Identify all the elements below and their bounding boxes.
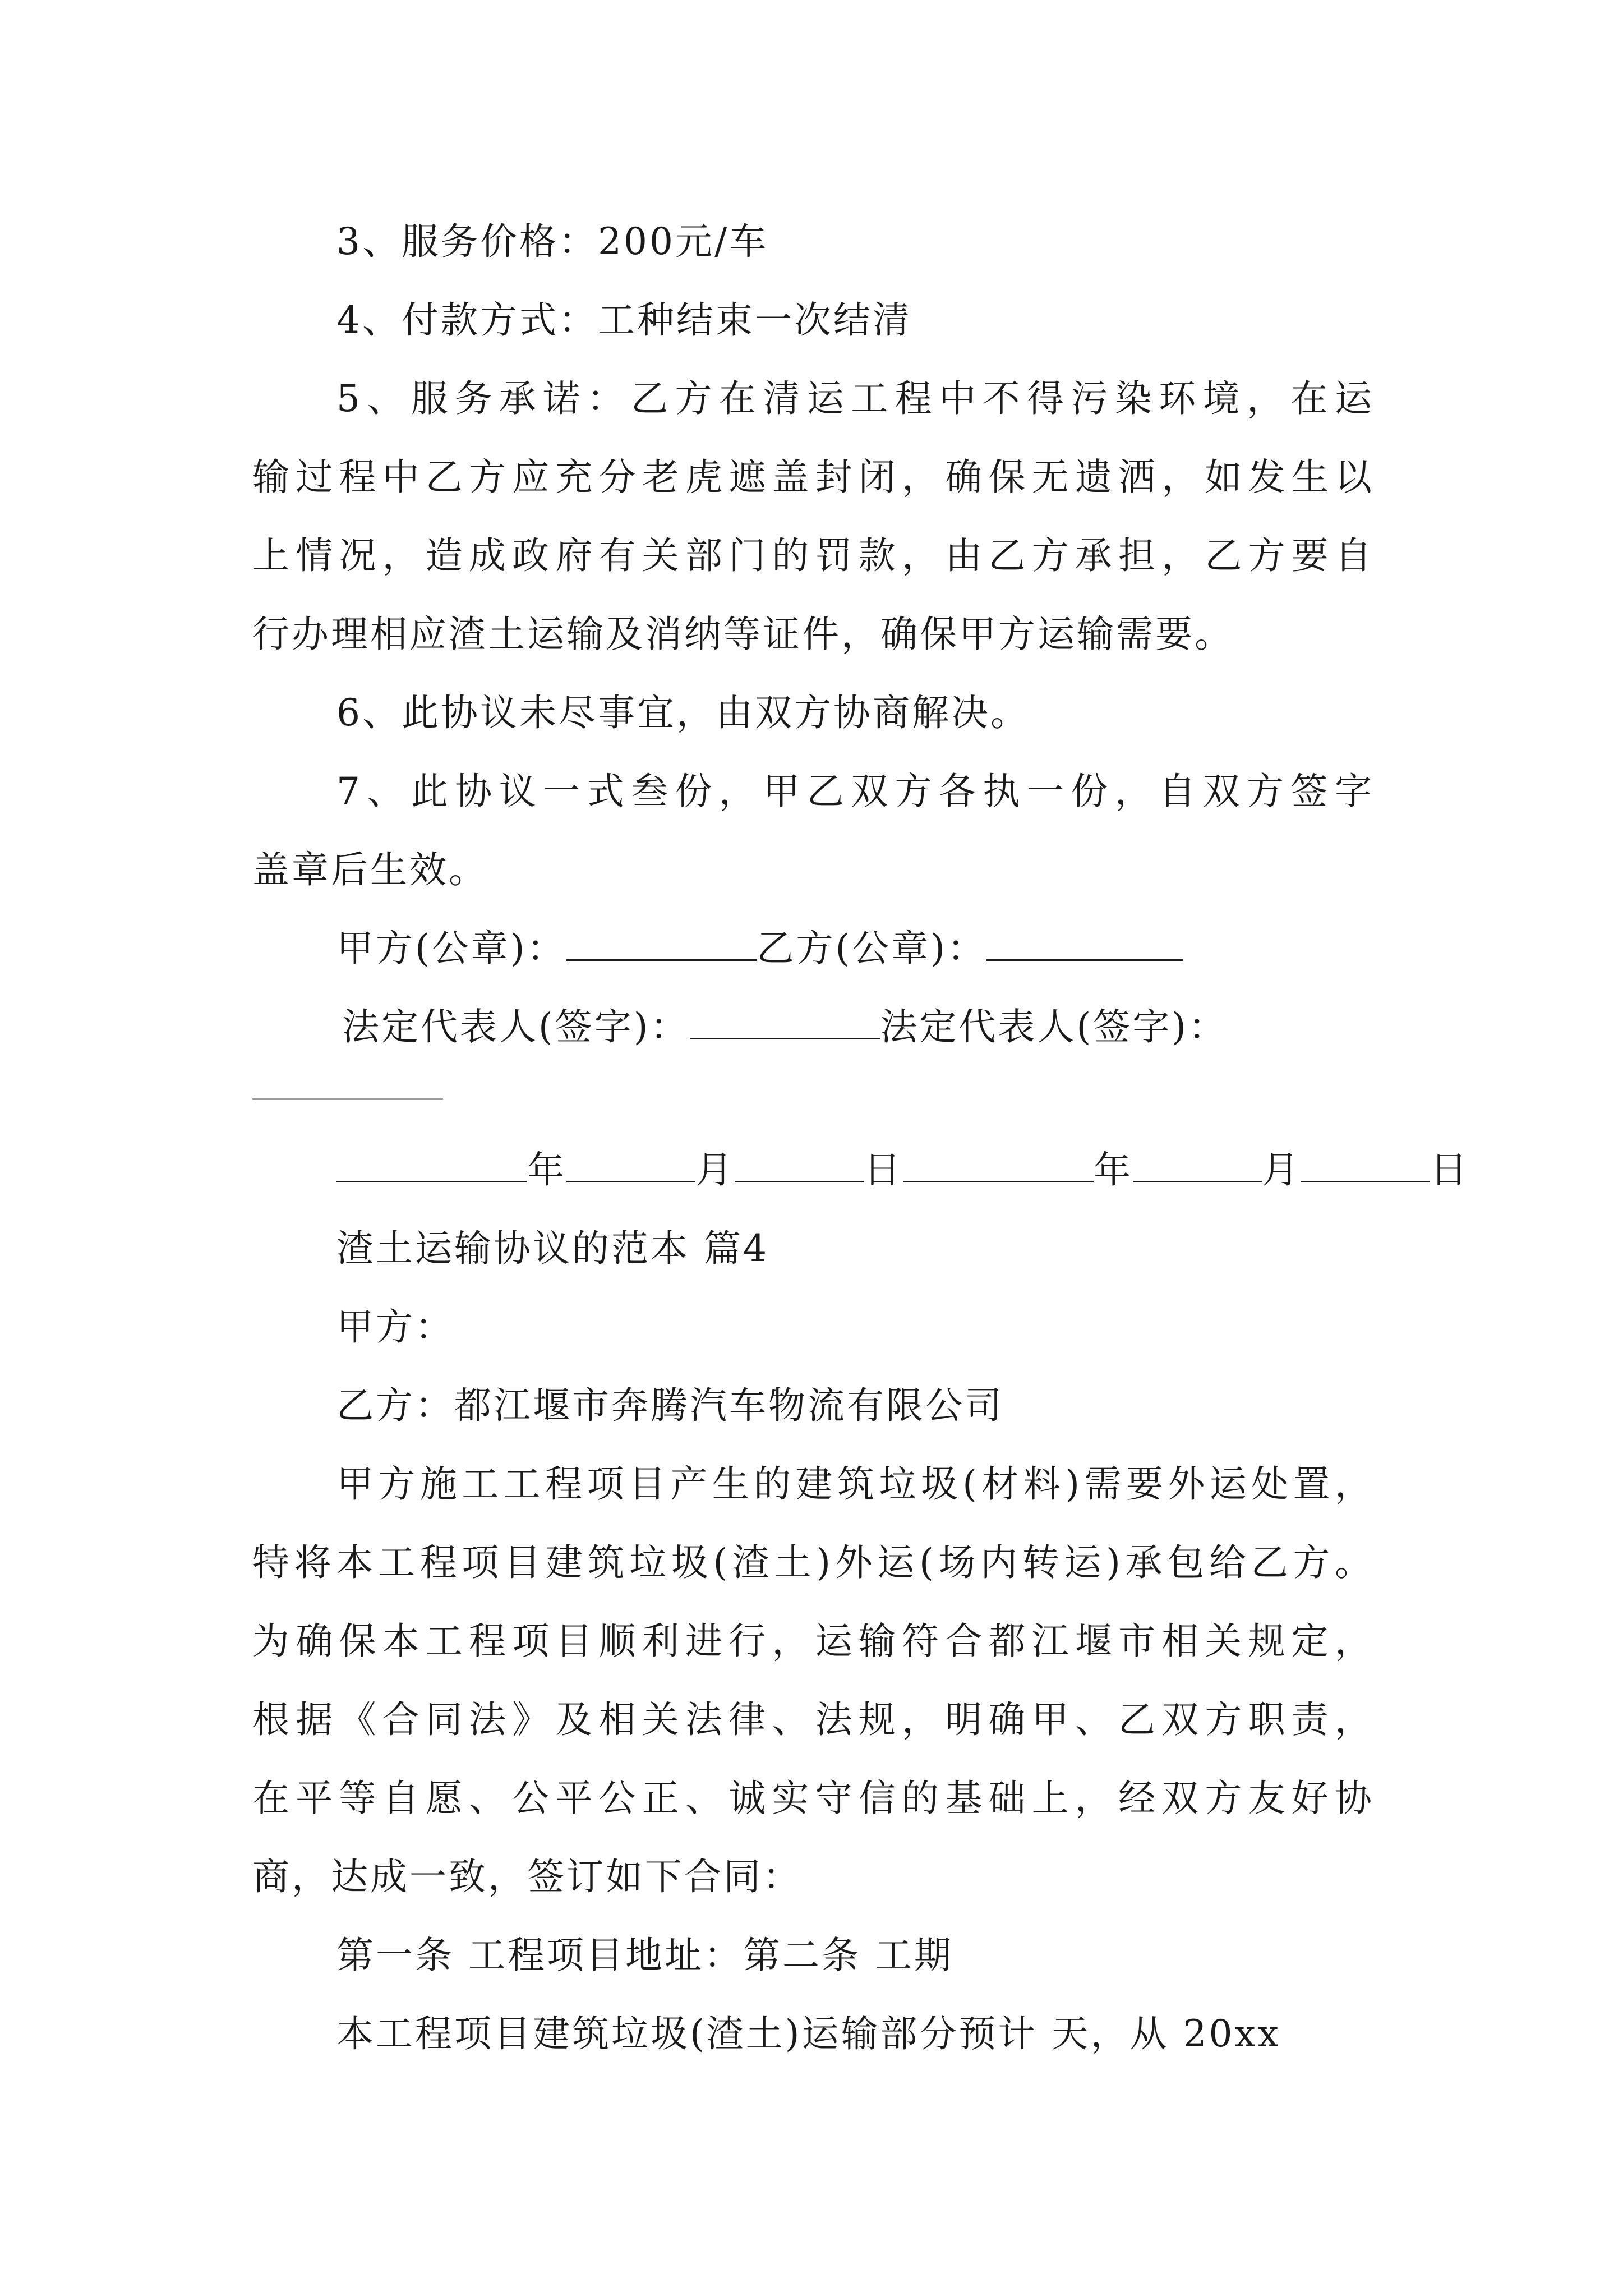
copies-clause-line-1: 7、此协议一式叁份，甲乙双方各执一份，自双方签字	[336, 770, 1374, 813]
payment-clause: 4、付款方式：工种结束一次结清	[336, 298, 912, 342]
party-a-seal-blank	[566, 927, 757, 961]
party-b-month-blank	[1133, 1148, 1262, 1182]
section-4-body-line-4: 根据《合同法》及相关法律、法规，明确甲、乙双方职责，	[252, 1698, 1374, 1741]
section-4-party-b: 乙方：都江堰市奔腾汽车物流有限公司	[336, 1384, 1004, 1427]
party-b-seal-blank	[986, 927, 1183, 961]
party-a-representative-label: 法定代表人(签字)：	[342, 1005, 690, 1048]
party-b-year-label: 年	[1094, 1148, 1133, 1191]
section-4-articles: 第一条 工程项目地址：第二条 工期	[336, 1934, 953, 1977]
party-a-day-label: 日	[864, 1148, 903, 1191]
party-b-month-label: 月	[1262, 1148, 1301, 1191]
price-clause: 3、服务价格：200元/车	[336, 220, 769, 263]
party-a-representative-blank	[690, 1005, 880, 1039]
section-4-party-a: 甲方：	[336, 1305, 454, 1349]
service-commitment-line-3: 上情况，造成政府有关部门的罚款，由乙方承担，乙方要自	[252, 534, 1374, 577]
service-commitment-line-1: 5、服务承诺：乙方在清运工程中不得污染环境，在运	[336, 377, 1374, 420]
date-line	[336, 1144, 1469, 1196]
section-4-body-line-3: 为确保本工程项目顺利进行，运输符合都江堰市相关规定，	[252, 1619, 1374, 1663]
service-commitment-line-4: 行办理相应渣土运输及消纳等证件，确保甲方运输需要。	[252, 613, 1234, 656]
section-4-body-line-1: 甲方施工工程项目产生的建筑垃圾(材料)需要外运处置，	[336, 1462, 1374, 1506]
seal-signature-line	[336, 923, 1183, 974]
representative-signature-line	[342, 1001, 1228, 1053]
party-a-seal-label: 甲方(公章)：	[336, 927, 566, 970]
copies-clause-line-2: 盖章后生效。	[252, 848, 488, 891]
section-4-duration-line: 本工程项目建筑垃圾(渣土)运输部分预计 天，从 20xx	[336, 2012, 1281, 2055]
other-matters-clause: 6、此协议未尽事宜，由双方协商解决。	[336, 691, 1030, 734]
party-b-year-blank	[903, 1148, 1094, 1182]
party-a-year-blank	[336, 1148, 527, 1182]
party-a-day-blank	[735, 1148, 864, 1182]
party-b-day-blank	[1301, 1148, 1430, 1182]
party-a-month-label: 月	[695, 1148, 735, 1191]
party-a-month-blank	[566, 1148, 695, 1182]
party-a-year-label: 年	[527, 1148, 566, 1191]
section-4-title: 渣土运输协议的范本 篇4	[336, 1227, 769, 1270]
section-4-body-line-5: 在平等自愿、公平公正、诚实守信的基础上，经双方友好协	[252, 1777, 1374, 1820]
party-b-day-label: 日	[1430, 1148, 1469, 1191]
representative-signature-blank	[252, 1098, 443, 1100]
party-b-seal-label: 乙方(公章)：	[757, 927, 986, 970]
service-commitment-line-2: 输过程中乙方应充分老虎遮盖封闭，确保无遗洒，如发生以	[252, 455, 1374, 499]
section-4-body-line-2: 特将本工程项目建筑垃圾(渣土)外运(场内转运)承包给乙方。	[252, 1541, 1374, 1584]
section-4-body-line-6: 商，达成一致，签订如下合同：	[252, 1855, 802, 1898]
party-b-representative-label: 法定代表人(签字)：	[880, 1005, 1228, 1048]
